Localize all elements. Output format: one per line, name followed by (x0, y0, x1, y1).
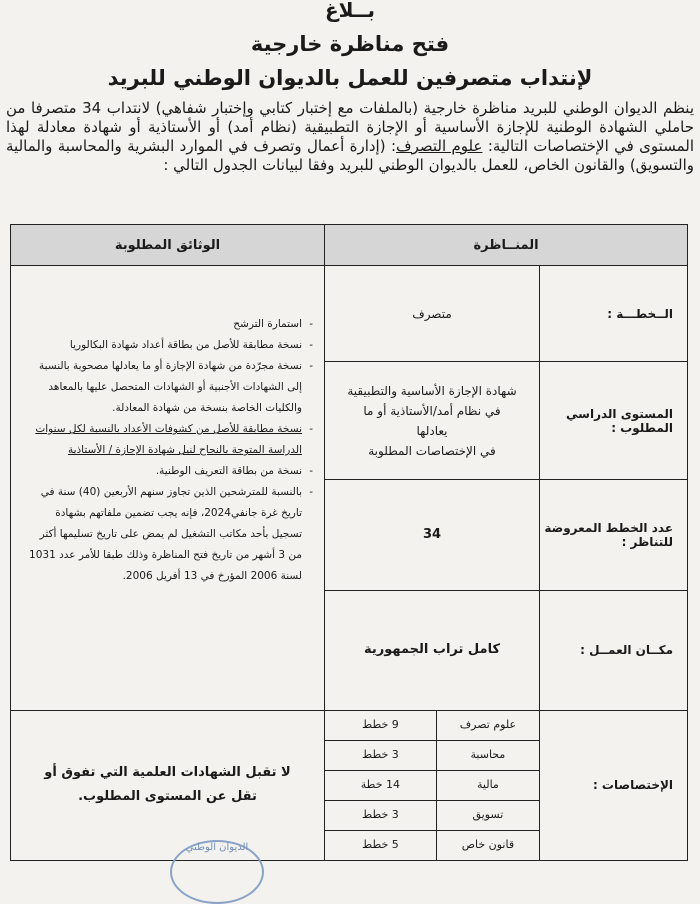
official-seal (170, 840, 264, 904)
specialty-row (325, 830, 539, 860)
header-exam: المنــاظرة (325, 225, 688, 266)
level-line: في الإختصاصات المطلوبة (368, 443, 496, 458)
documents-list (25, 314, 314, 587)
specialties-label: الإختصاصات : (540, 710, 688, 860)
specialty-row (325, 740, 539, 770)
specialties-cell (325, 710, 540, 860)
header-documents: الوثائق المطلوبة (11, 225, 325, 266)
document-item: - نسخة مطابقة للأصل من كشوفات الأعداد بالنسبة لكل سنوات الدراسة المتوجة بالنجاح لنيل شهادة الإجازة / الأستاذية (25, 419, 302, 461)
document-item: - بالنسبة للمترشحين الذين تجاوز سنهم الأربعين (40) سنة في تاريخ غرة جانفي2024، فإنه يجب تضمين ملفاتهم بشهادة تسجيل بأحد مكاتب التشغيل لم يمض على تاريخ تسليمها أكثر من 3 أشهر من تاريخ فتح المناظرة وذلك طبقا للأمر عدد 1031 لسنة 2006 المؤرخ في 13 أفريل 2006. (25, 482, 302, 587)
competition-table (10, 224, 688, 861)
document-item: - نسخة مجرّدة من شهادة الإجازة أو ما يعادلها مصحوبة بالنسبة إلى الشهادات الأجنبية أو الشهادات المتحصل عليها بالمعاهد والكليات الخاصة بنسخة من شهادة المعادلة. (25, 356, 302, 419)
specialty-row (325, 800, 539, 830)
specialty-row (325, 770, 539, 800)
documents-cell (11, 266, 325, 711)
requirement-note: لا تقبل الشهادات العلمية التي تفوق أو تقل عن المستوى المطلوب. (11, 710, 325, 860)
specialty-count: 14 خطة (325, 770, 436, 800)
place-value: كامل تراب الجمهورية (325, 590, 540, 710)
place-label: مكــان العمــل : (540, 590, 688, 710)
count-label: عدد الخطط المعروضة للتناظر : (540, 480, 688, 590)
intro-part1: ينظم الديوان الوطني للبريد مناظرة خارجية (بالملفات مع إختبار كتابي وإختبار شفاهي) لانتداب 34 متصرفا من حاملي الشهادة الوطنية للإجازة الأساسية أو الإجازة التطبيقية (نظام أمد) أو الأستاذية أو شهادة معادلة لهذا المستوى في الإختصاصات التالية: (6, 99, 694, 155)
intro-paragraph (6, 99, 694, 175)
intro-part2: : (إدارة أعمال وتصرف في الموارد البشرية والمحاسبة والمالية والتسويق) والقانون الخاص، للعمل بالديوان الوطني للبريد وفقا لبيانات الجدول التالي : (6, 137, 694, 174)
count-value: 34 (325, 480, 540, 590)
plan-value: متصرف (325, 266, 540, 362)
specialty-name: تسويق (436, 800, 539, 830)
specialty-count: 5 خطط (325, 830, 436, 860)
document-item: - نسخة مطابقة للأصل من بطاقة أعداد شهادة البكالوريا (25, 335, 302, 356)
table-header-row (11, 225, 688, 266)
specialty-name: قانون خاص (436, 830, 539, 860)
announcement-subtitle: فتح مناظرة خارجية (250, 32, 450, 56)
seal-text: الديوان الوطني (185, 842, 249, 853)
document-item: - استمارة الترشح (25, 314, 302, 335)
level-value (325, 362, 540, 480)
specialty-count: 3 خطط (325, 800, 436, 830)
document-item: - نسخة من بطاقة التعريف الوطنية. (25, 461, 302, 482)
specialty-name: علوم تصرف (436, 711, 539, 741)
specialties-table (325, 711, 539, 860)
announcement-subject: لإنتداب متصرفين للعمل بالديوان الوطني للبريد (107, 66, 593, 90)
specialty-name: محاسبة (436, 740, 539, 770)
level-label: المستوى الدراسي المطلوب : (540, 362, 688, 480)
specialty-count: 3 خطط (325, 740, 436, 770)
specialty-count: 9 خطط (325, 711, 436, 741)
plan-label: الــخطـــة : (540, 266, 688, 362)
intro-highlight: علوم التصرف (396, 137, 483, 155)
specialty-name: مالية (436, 770, 539, 800)
specialty-row (325, 711, 539, 741)
row-specialties (11, 710, 688, 860)
level-line: في نظام أمد/الأستاذية أو ما (363, 403, 501, 418)
level-line: يعادلها (416, 423, 448, 438)
announcement-title: بــلاغ (324, 0, 376, 22)
level-line: شهادة الإجازة الأساسية والتطبيقية (347, 383, 517, 398)
row-plan (11, 266, 688, 362)
